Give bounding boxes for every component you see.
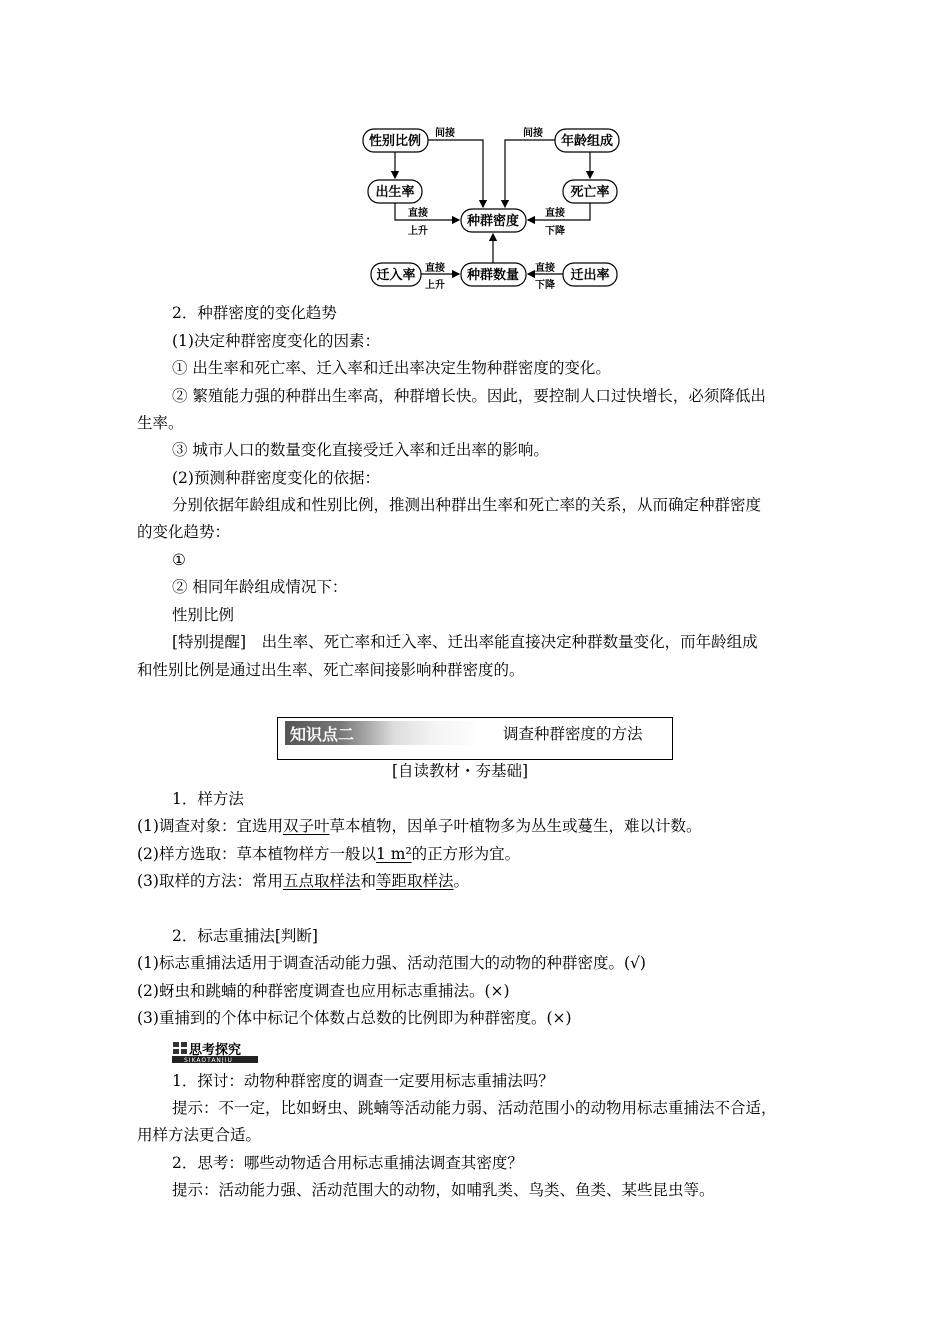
edge-age-density bbox=[505, 140, 555, 207]
knowledge-point-tag-label: 知识点二 bbox=[290, 725, 355, 744]
quadrat-line-3-answer-2: 等距取样法 bbox=[376, 872, 454, 890]
factor-item-2a: ② 繁殖能力强的种群出生率高，种群增长快。因此，要控制人口过快增长，必须降低出 bbox=[172, 387, 766, 405]
factor-item-2b: 生率。 bbox=[137, 414, 184, 432]
quadrat-line-3-mid: 和 bbox=[360, 872, 376, 890]
knowledge-point-subtitle: [自读教材・夯基础] bbox=[392, 762, 529, 780]
edge-label-birth-direct: 直接 bbox=[408, 208, 428, 219]
thinking-header-icon bbox=[172, 1040, 258, 1064]
label-density: 种群密度 bbox=[466, 214, 520, 229]
label-sex-ratio: 性别比例 bbox=[368, 134, 422, 149]
judgement-1: (1)标志重捕法适用于调查活动能力强、活动范围大的动物的种群密度。(√) bbox=[137, 954, 646, 972]
thinking-answer-1a: 提示：不一定，比如蚜虫、跳蝻等活动能力弱、活动范围小的动物用标志重捕法不合适， bbox=[172, 1099, 777, 1117]
edge-label-imm-up: 上升 bbox=[425, 280, 445, 290]
label-population: 种群数量 bbox=[466, 268, 520, 283]
quadrat-line-3 bbox=[137, 870, 469, 892]
quadrat-line-1-pre: (1)调查对象：宜选用 bbox=[137, 817, 283, 835]
sex-ratio-label: 性别比例 bbox=[172, 606, 235, 624]
predict-para-b: 的变化趋势： bbox=[137, 523, 231, 541]
thinking-pinyin: SIKAOTANJIU bbox=[184, 1057, 233, 1064]
label-death-rate: 死亡率 bbox=[570, 185, 610, 200]
quadrat-heading: 1．样方法 bbox=[172, 790, 244, 808]
thinking-title: 思考探究 bbox=[189, 1043, 242, 1058]
quadrat-line-3-post: 。 bbox=[453, 872, 470, 890]
thinking-question-1: 1．探讨：动物种群密度的调查一定要用标志重捕法吗？ bbox=[172, 1072, 554, 1090]
special-reminder-a: [特别提醒] 出生率、死亡率和迁入率、迁出率能直接决定种群数量变化，而年龄组成 bbox=[172, 633, 758, 651]
quadrat-line-2-pre: (2)样方选取：草本植物样方一般以 bbox=[137, 845, 376, 863]
edge-label-death-down: 下降 bbox=[545, 226, 565, 237]
label-age-structure: 年龄组成 bbox=[560, 134, 614, 149]
edge-sex-density bbox=[428, 140, 483, 207]
label-immigration: 迁入率 bbox=[376, 268, 416, 283]
predict-item-2: ② 相同年龄组成情况下： bbox=[172, 578, 348, 596]
population-density-diagram bbox=[350, 120, 630, 290]
thinking-answer-1b: 用样方法更合适。 bbox=[137, 1126, 262, 1144]
judgement-2: (2)蚜虫和跳蝻的种群密度调查也应用标志重捕法。(×) bbox=[137, 982, 510, 1000]
knowledge-point-tag bbox=[285, 721, 483, 745]
predict-item-1: ① bbox=[172, 551, 186, 569]
quadrat-line-1 bbox=[137, 815, 702, 837]
section-heading-trend: 2．种群密度的变化趋势 bbox=[172, 304, 337, 322]
quadrat-line-2-answer: 1 m² bbox=[375, 845, 412, 863]
edge-label-death-direct: 直接 bbox=[545, 208, 565, 219]
judgement-3: (3)重捕到的个体中标记个体数占总数的比例即为种群密度。(×) bbox=[137, 1009, 572, 1027]
sub-heading-factors: (1)决定种群密度变化的因素： bbox=[172, 332, 380, 350]
quadrat-line-1-answer: 双子叶 bbox=[282, 817, 330, 835]
thinking-question-2: 2．思考：哪些动物适合用标志重捕法调查其密度？ bbox=[172, 1154, 523, 1172]
edge-label-age-indirect: 间接 bbox=[523, 128, 543, 139]
edge-label-emi-direct: 直接 bbox=[535, 263, 555, 274]
quadrat-line-3-answer-1: 五点取样法 bbox=[282, 872, 361, 890]
edge-label-sex-indirect: 间接 bbox=[435, 128, 455, 139]
special-reminder-b: 和性别比例是通过出生率、死亡率间接影响种群密度的。 bbox=[137, 661, 525, 679]
factor-item-3: ③ 城市人口的数量变化直接受迁入率和迁出率的影响。 bbox=[172, 441, 549, 459]
quadrat-line-2-post: 的正方形为宜。 bbox=[411, 845, 521, 863]
edge-label-birth-up: 上升 bbox=[408, 226, 428, 237]
sub-heading-predict: (2)预测种群密度变化的依据： bbox=[172, 469, 380, 487]
thinking-answer-2: 提示：活动能力强、活动范围大的动物，如哺乳类、鸟类、鱼类、某些昆虫等。 bbox=[172, 1181, 715, 1199]
label-emigration: 迁出率 bbox=[570, 268, 610, 283]
edge-label-imm-direct: 直接 bbox=[425, 263, 445, 274]
predict-para-a: 分别依据年龄组成和性别比例，推测出种群出生率和死亡率的关系，从而确定种群密度 bbox=[172, 496, 762, 514]
quadrat-line-3-pre: (3)取样的方法：常用 bbox=[137, 872, 283, 890]
factor-item-1: ① 出生率和死亡率、迁入率和迁出率决定生物种群密度的变化。 bbox=[172, 359, 611, 377]
knowledge-point-title: 调查种群密度的方法 bbox=[503, 725, 643, 743]
mark-recapture-heading: 2．标志重捕法[判断] bbox=[172, 927, 318, 945]
edge-label-emi-down: 下降 bbox=[535, 280, 555, 290]
label-birth-rate: 出生率 bbox=[375, 185, 415, 200]
quadrat-line-1-post: 草本植物，因单子叶植物多为丛生或蔓生，难以计数。 bbox=[329, 817, 702, 835]
quadrat-line-2 bbox=[137, 843, 520, 865]
